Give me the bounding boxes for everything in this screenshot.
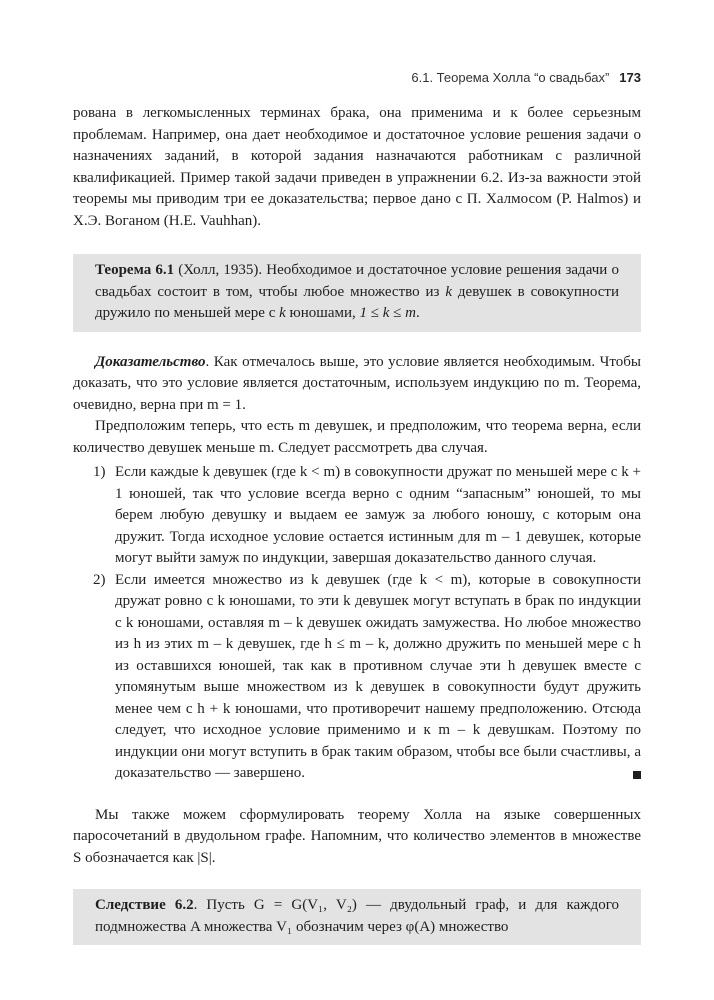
theorem-var-k: k: [445, 283, 453, 300]
theorem-text-post: девушек в совокупности дружило по меньшей мере с: [95, 283, 619, 321]
case-1-text: Если каждые k девушек (где k < m) в совокупности дружат по меньшей мере с k + 1 юношей, так что условие всегда верно с одним “запасным” юношей, то мы берем любую девушку и выдаем ее замуж за любого юношу, с которым она дружит. Тогда исходное условие остается истинным для m – 1 девушек, которые могут выйти замуж по индукции, завершая доказательство данного случая.: [115, 464, 641, 566]
qed-square-icon: [633, 771, 641, 779]
proof-paragraph-2: Предположим теперь, что есть m девушек, и предположим, что теорема верна, если количество девушек меньше m. Следует рассмотреть два случая.: [73, 418, 641, 456]
case-2-text: Если имеется множество из k девушек (где k < m), которые в совокупности дружат ровно с k юношами, то эти k девушек могут вступать в брак по индукции с k юношами, оставляя m – k девушек ожидать замужества. Но любое множество из h из этих m – k девушек, где h ≤ m – k, должно дружить по меньшей мере с h из оставшихся юношей, так как в противном случае эти h девушек вместе с упомянутым выше множеством из k девушек в совокупности будут дружить менее чем с h + k юношами, что противоречит нашему предположению. Отсюда следует, что исходное условие применимо и к m – k девушкам. Поэтому по индукции они могут вступить в брак таким образом, чтобы все были счастливы, а доказательство — завершено.: [115, 571, 641, 781]
after-proof-paragraph: Мы также можем сформулировать теорему Холла на языке совершенных паросочетаний в двудольном графе. Напомним, что количество элементов в множестве S обозначается как |S|.: [73, 806, 641, 866]
theorem-var-k2: k: [279, 305, 286, 321]
corollary-label: Следствие 6.2: [95, 897, 194, 913]
page-content: [73, 103, 641, 945]
intro-paragraph: рована в легкомысленных терминах брака, она применима и к более серьезным проблемам. Например, она дает необходимое и достаточное условие решения задачи о назначениях заданий, в которой задания назначаются работникам с различной квалификацией. Пример такой задачи приведен в упражнении 6.2. Из-за важности этой теоремы мы приводим три ее доказательства; первое дано с П. Халмосом (P. Halmos) и Х.Э. Воганом (H.E. Vauhhan).: [73, 105, 641, 229]
theorem-range: 1 ≤ k ≤ m: [359, 305, 416, 321]
proof-paragraph-1: [73, 352, 641, 417]
proof-case-2: [73, 570, 641, 785]
theorem-label: Теорема 6.1: [95, 262, 175, 278]
proof-cases-list: [73, 462, 641, 785]
proof-label: Доказательство: [95, 353, 206, 370]
theorem-text-pre: (Холл, 1935). Необходимое и достаточное условие решения задачи о свадьбах состоит в том, чтобы любое множество из: [95, 262, 619, 300]
theorem-text-end: юношами,: [285, 305, 360, 321]
theorem-period: .: [415, 305, 420, 321]
corollary-box: [73, 889, 641, 945]
proof-text-1: . Как отмечалось выше, это условие является необходимым. Чтобы доказать, что это условие является достаточным, используем индукцию по m. Теорема, очевидно, верна при m = 1.: [73, 353, 641, 413]
case-1-number: 1): [93, 464, 106, 480]
theorem-box: [73, 254, 641, 332]
proof-case-1: [73, 462, 641, 570]
running-header: [411, 70, 641, 85]
page-number: 173: [619, 70, 641, 85]
case-2-number: 2): [93, 571, 106, 588]
corollary-text: . Пусть G = G(V₁, V₂) — двудольный граф, и для каждого подмножества A множества V₁ обозначим через φ(A) множество: [95, 897, 619, 935]
section-title: 6.1. Теорема Холла “о свадьбах”: [411, 70, 610, 85]
